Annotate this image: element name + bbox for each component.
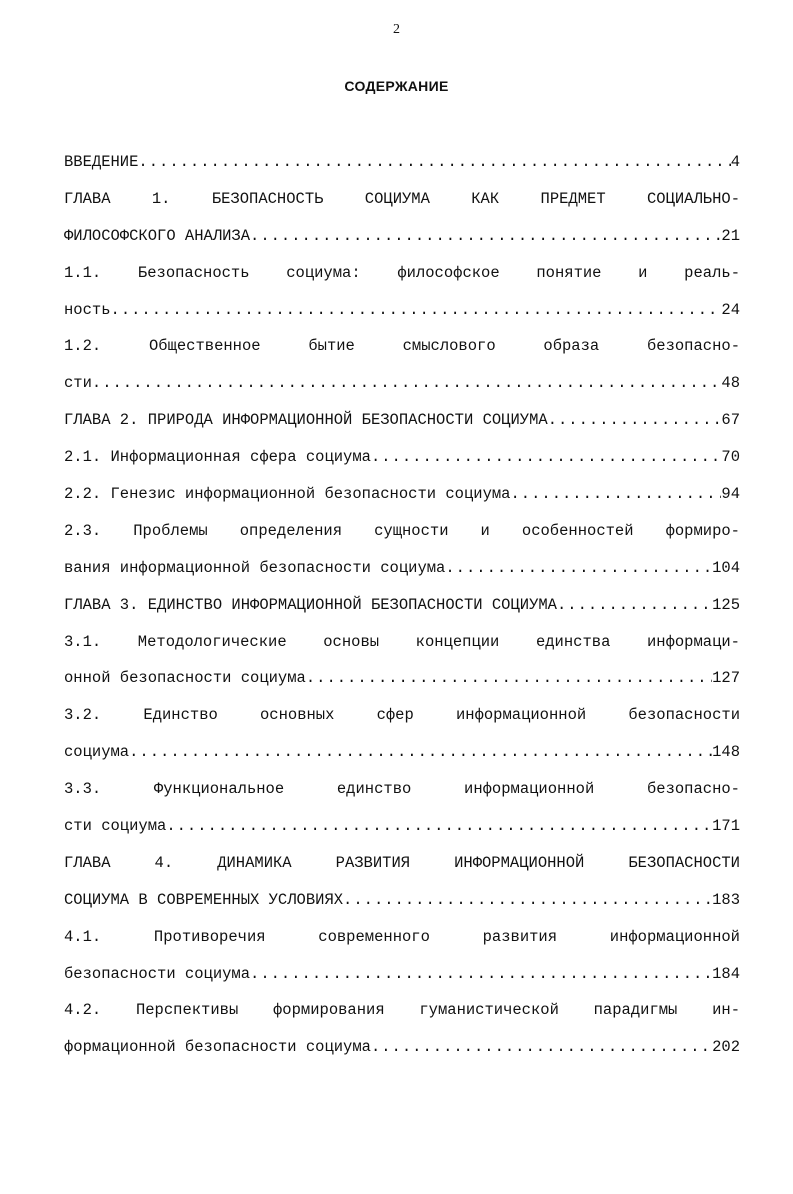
dot-leader bbox=[548, 405, 722, 435]
toc-page-number: 183 bbox=[712, 890, 740, 909]
toc-entry-text: безопасности социума bbox=[64, 964, 251, 983]
toc-line bbox=[64, 848, 740, 885]
toc-entry-text: ВВЕДЕНИЕ bbox=[64, 153, 139, 171]
toc-entry-text: 3.3. Функциональное единство информационной безопасно- bbox=[64, 780, 740, 799]
toc-entry-text: ФИЛОСОФСКОГО АНАЛИЗА bbox=[64, 226, 251, 245]
toc-line bbox=[64, 885, 740, 922]
toc-entry-text: 3.2. Единство основных сфер информационной безопасности bbox=[64, 706, 740, 725]
dot-leader bbox=[250, 959, 712, 989]
toc-line bbox=[64, 663, 740, 700]
toc-entry-text: 4.1. Противоречия современного развития информационной bbox=[64, 927, 740, 946]
dot-leader bbox=[306, 663, 712, 693]
toc-entry-text: 1.1. Безопасность социума: философское понятие и реаль- bbox=[64, 263, 740, 282]
page-number: 2 bbox=[393, 22, 400, 37]
toc-entry-text: 1.2. Общественное бытие смыслового образа безопасно- bbox=[64, 337, 740, 356]
toc-line bbox=[64, 590, 740, 627]
dot-leader bbox=[343, 885, 712, 915]
toc-line bbox=[64, 295, 740, 332]
toc-page-number: 184 bbox=[712, 964, 740, 983]
toc-entry-text: ность bbox=[64, 300, 111, 319]
toc-entry-text: 2.3. Проблемы определения сущности и особенностей формиро- bbox=[64, 521, 740, 540]
toc-line bbox=[64, 737, 740, 774]
toc-line bbox=[64, 774, 740, 811]
toc-line bbox=[64, 331, 740, 368]
table-of-contents bbox=[64, 147, 740, 1069]
document-title: СОДЕРЖАНИЕ bbox=[344, 78, 449, 94]
toc-entry-text: онной безопасности социума bbox=[64, 669, 306, 688]
toc-line bbox=[64, 147, 740, 184]
toc-line bbox=[64, 627, 740, 664]
toc-line bbox=[64, 959, 740, 996]
toc-line bbox=[64, 995, 740, 1032]
toc-entry-text: вания информационной безопасности социума bbox=[64, 558, 446, 577]
toc-page-number: 104 bbox=[712, 558, 740, 577]
toc-line bbox=[64, 516, 740, 553]
toc-entry-text: сти социума bbox=[64, 817, 167, 836]
dot-leader bbox=[445, 553, 712, 583]
toc-page-number: 48 bbox=[721, 374, 740, 393]
toc-entry-text: формационной безопасности социума bbox=[64, 1038, 371, 1057]
dot-leader bbox=[138, 147, 730, 177]
dot-leader bbox=[129, 737, 712, 767]
toc-page-number: 21 bbox=[721, 226, 740, 245]
toc-entry-text: 4.2. Перспективы формирования гуманистической парадигмы ин- bbox=[64, 1001, 740, 1020]
toc-line bbox=[64, 1032, 740, 1069]
toc-page-number: 125 bbox=[712, 595, 740, 614]
toc-line bbox=[64, 442, 740, 479]
toc-line bbox=[64, 479, 740, 516]
dot-leader bbox=[250, 221, 721, 251]
toc-entry-text: 2.1. Информационная сфера социума bbox=[64, 448, 371, 467]
toc-entry-text: социума bbox=[64, 743, 130, 762]
dot-leader bbox=[111, 295, 722, 325]
toc-line bbox=[64, 553, 740, 590]
dot-leader bbox=[92, 368, 721, 398]
toc-line bbox=[64, 368, 740, 405]
toc-page-number: 127 bbox=[712, 669, 740, 688]
toc-line bbox=[64, 184, 740, 221]
toc-line bbox=[64, 258, 740, 295]
toc-entry-text: сти bbox=[64, 374, 92, 393]
toc-page-number: 67 bbox=[721, 411, 740, 430]
toc-page-number: 148 bbox=[712, 743, 740, 762]
toc-line bbox=[64, 700, 740, 737]
toc-page-number: 24 bbox=[721, 300, 740, 319]
dot-leader bbox=[371, 1032, 712, 1062]
toc-page-number: 70 bbox=[721, 448, 740, 467]
toc-entry-text: ГЛАВА 1. БЕЗОПАСНОСТЬ СОЦИУМА КАК ПРЕДМЕТ СОЦИАЛЬНО- bbox=[64, 189, 740, 208]
dot-leader bbox=[510, 479, 721, 509]
toc-page-number: 4 bbox=[730, 153, 740, 171]
toc-entry-text: ГЛАВА 3. ЕДИНСТВО ИНФОРМАЦИОННОЙ БЕЗОПАСНОСТИ СОЦИУМА bbox=[64, 595, 557, 614]
toc-page-number: 171 bbox=[712, 817, 740, 836]
toc-line bbox=[64, 221, 740, 258]
dot-leader bbox=[371, 442, 721, 472]
toc-line bbox=[64, 405, 740, 442]
toc-entry-text: СОЦИУМА В СОВРЕМЕННЫХ УСЛОВИЯХ bbox=[64, 890, 344, 909]
toc-entry-text: 2.2. Генезис информационной безопасности социума bbox=[64, 485, 511, 504]
toc-line bbox=[64, 811, 740, 848]
dot-leader bbox=[557, 590, 712, 620]
toc-entry-text: 3.1. Методологические основы концепции единства информаци- bbox=[64, 632, 740, 651]
toc-page-number: 202 bbox=[712, 1038, 740, 1057]
toc-line bbox=[64, 922, 740, 959]
toc-entry-text: ГЛАВА 2. ПРИРОДА ИНФОРМАЦИОННОЙ БЕЗОПАСНОСТИ СОЦИУМА bbox=[64, 411, 548, 430]
toc-entry-text: ГЛАВА 4. ДИНАМИКА РАЗВИТИЯ ИНФОРМАЦИОННОЙ БЕЗОПАСНОСТИ bbox=[64, 853, 740, 872]
toc-page-number: 94 bbox=[721, 485, 740, 504]
dot-leader bbox=[166, 811, 712, 841]
